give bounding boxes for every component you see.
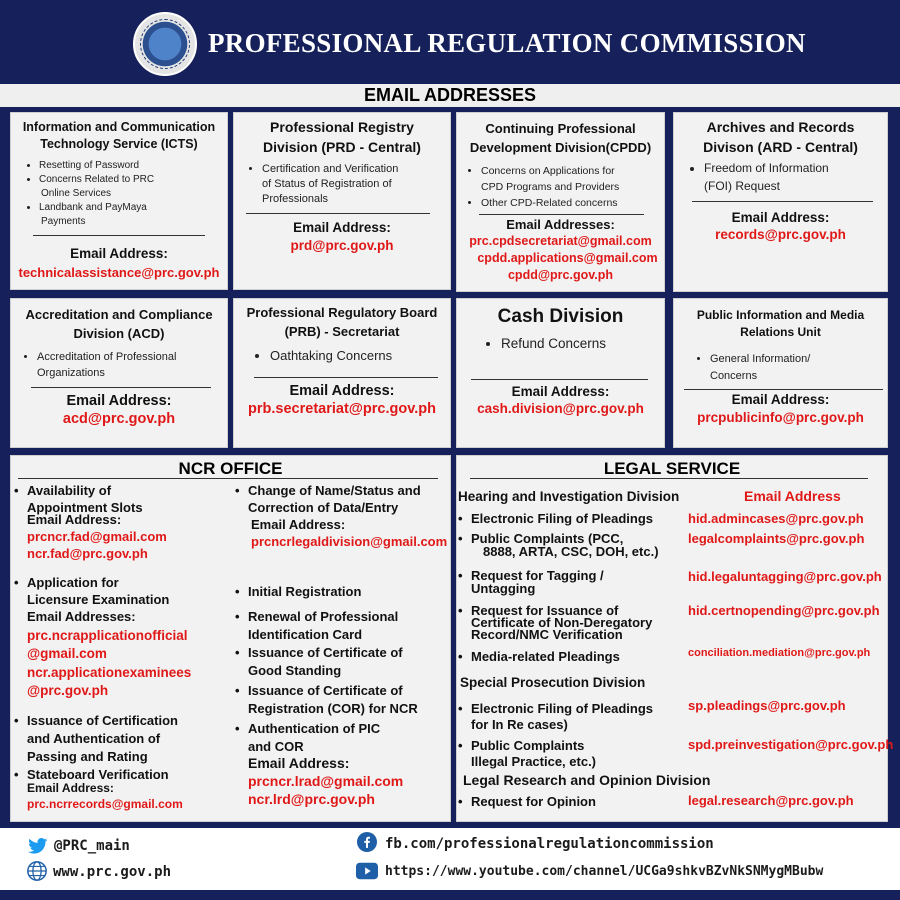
hid-item-cont: 8888, ARTA, CSC, DOH, etc.) xyxy=(483,544,659,559)
ncr-renewal-item-cont: Identification Card xyxy=(248,627,363,642)
email-link[interactable]: legal.research@prc.gov.ph xyxy=(688,793,854,808)
acd-title: Accreditation and Compliance Division (ACD) xyxy=(25,307,213,341)
ncr-stateboard-item: • Stateboard Verification xyxy=(14,767,169,782)
prd-title: Professional Registry Division (PRD - Central) xyxy=(263,119,421,155)
email-link[interactable]: ncr.fad@prc.gov.ph xyxy=(27,546,148,561)
pimru-email[interactable]: prcpublicinfo@prc.gov.ph xyxy=(697,410,864,425)
divider xyxy=(246,213,430,214)
list-item: • Other CPD-Related concerns xyxy=(481,195,664,211)
icts-card xyxy=(10,112,228,290)
email-link[interactable]: hid.admincases@prc.gov.ph xyxy=(688,511,864,526)
hid-item: • Public Complaints (PCC, xyxy=(458,531,624,546)
divider xyxy=(479,214,644,215)
hid-item: • Media-related Pleadings xyxy=(458,649,620,664)
email-link[interactable]: prc.ncrrecords@gmail.com xyxy=(27,797,183,811)
ard-email[interactable]: records@prc.gov.ph xyxy=(715,227,846,242)
acd-card xyxy=(10,298,228,448)
divider xyxy=(470,478,868,479)
ncr-initial-registration: • Initial Registration xyxy=(235,584,362,599)
ncr-appointment-item-cont: Appointment Slots xyxy=(27,500,143,515)
email-label: Email Address: xyxy=(289,383,395,399)
legal-service-title: LEGAL SERVICE xyxy=(603,459,741,478)
hid-item-cont: Untagging xyxy=(471,581,536,596)
email-label: Email Addresses: xyxy=(506,217,615,232)
divider xyxy=(31,387,211,388)
email-label: Email Address: xyxy=(511,384,610,399)
divider xyxy=(684,389,883,390)
ncr-cor-item: • Issuance of Certificate of xyxy=(235,683,403,698)
page-title: PROFESSIONAL REGULATION COMMISSION xyxy=(208,28,806,58)
email-label: Email Address: xyxy=(70,246,168,261)
email-link[interactable]: ncr.applicationexaminees xyxy=(27,665,192,680)
email-link[interactable]: cpdd@prc.gov.ph xyxy=(507,268,613,282)
email-label: Email Address: xyxy=(66,393,172,409)
spd-title: Special Prosecution Division xyxy=(460,675,646,690)
list-item: • Accreditation of Professional Organizations xyxy=(37,349,227,381)
hid-item: • Request for Tagging / xyxy=(458,568,604,583)
prb-title: Professional Regulatory Board (PRB) - Secretariat xyxy=(246,305,438,339)
email-link-cont[interactable]: @prc.gov.ph xyxy=(27,683,109,698)
prd-email[interactable]: prd@prc.gov.ph xyxy=(290,238,394,253)
cpdd-title: Continuing Professional Development Division(CPDD) xyxy=(469,121,652,155)
email-link[interactable]: prc.ncrapplicationofficial xyxy=(27,628,188,643)
icts-title: Information and Communication Technology Service (ICTS) xyxy=(22,120,216,151)
header xyxy=(0,0,900,88)
email-link[interactable]: prcncr.lrad@gmail.com xyxy=(248,773,404,789)
youtube-icon xyxy=(356,861,378,881)
spd-item: • Public Complaints xyxy=(458,738,585,753)
pimru-list xyxy=(710,351,887,385)
ard-title: Archives and Records Divison (ARD - Central) xyxy=(703,119,858,155)
email-link[interactable]: conciliation.mediation@prc.gov.ph xyxy=(688,647,871,659)
list-item: • General Information/ Concerns xyxy=(710,351,887,385)
email-label: Email Address: xyxy=(27,512,122,527)
twitter-icon xyxy=(28,838,48,854)
cpdd-emails xyxy=(457,233,664,284)
youtube-link[interactable]: https://www.youtube.com/channel/UCGa9shkvBZvNkSNMygMBubw xyxy=(385,864,824,879)
icts-email[interactable]: technicalassistance@prc.gov.ph xyxy=(18,265,220,280)
divider xyxy=(33,235,205,236)
spd-item-cont: for In Re cases) xyxy=(471,717,568,732)
acd-list xyxy=(37,349,227,381)
cash-card xyxy=(456,298,665,448)
email-link-cont[interactable]: @gmail.com xyxy=(27,646,107,661)
facebook-icon xyxy=(357,832,377,852)
list-item: • Concerns Related to PRC Online Services xyxy=(39,173,227,201)
hid-item-cont: Record/NMC Verification xyxy=(471,627,623,642)
ncr-renewal-item: • Renewal of Professional xyxy=(235,609,399,624)
email-link[interactable]: spd.preinvestigation@prc.gov.ph xyxy=(688,737,894,752)
ncr-office-title: NCR OFFICE xyxy=(178,459,283,478)
acd-email[interactable]: acd@prc.gov.ph xyxy=(62,411,176,427)
email-label: Email Address: xyxy=(27,781,114,795)
ncr-certification-item-cont: Passing and Rating xyxy=(27,749,148,764)
divider xyxy=(18,478,438,479)
hid-title: Hearing and Investigation Division xyxy=(458,489,680,504)
cash-title: Cash Division xyxy=(497,306,624,327)
ncr-certification-item-cont: and Authentication of xyxy=(27,731,161,746)
cpdd-card xyxy=(456,112,665,292)
lrod-item: • Request for Opinion xyxy=(458,794,596,809)
email-link[interactable]: prcncrlegaldivision@gmail.com xyxy=(251,534,448,549)
email-link[interactable]: legalcomplaints@prc.gov.ph xyxy=(688,531,865,546)
cash-email[interactable]: cash.division@prc.gov.ph xyxy=(477,401,644,416)
email-label: Email Address: xyxy=(293,220,391,235)
list-item: • Freedom of Information (FOI) Request xyxy=(704,159,887,195)
ncr-change-name-item-cont: Correction of Data/Entry xyxy=(248,500,399,515)
cash-list xyxy=(501,335,664,353)
email-label: Email Address: xyxy=(731,392,830,407)
email-label: Email Addresses: xyxy=(27,609,136,624)
divider xyxy=(254,377,438,378)
prb-list xyxy=(270,347,450,365)
list-item: • Oathtaking Concerns xyxy=(270,347,450,365)
ard-list xyxy=(704,159,887,195)
ncr-application-item: • Application for xyxy=(14,575,119,590)
email-address-header: Email Address xyxy=(744,488,841,504)
icts-list xyxy=(39,159,227,229)
twitter-handle[interactable]: @PRC_main xyxy=(54,838,130,854)
facebook-link[interactable]: fb.com/professionalregulationcommission xyxy=(385,836,714,852)
globe-icon xyxy=(26,860,48,882)
prd-list xyxy=(262,162,450,207)
prb-card xyxy=(233,298,451,448)
ncr-pic-item: • Authentication of PIC xyxy=(235,721,381,736)
list-item: • Certification and Verification of Status of Registration of Professionals xyxy=(262,162,450,207)
email-link[interactable]: cpdd.applications@gmail.com xyxy=(477,251,658,265)
ncr-application-item-cont: Licensure Examination xyxy=(27,592,170,607)
website-link[interactable]: www.prc.gov.ph xyxy=(53,864,172,880)
email-label: Email Address: xyxy=(251,517,346,532)
email-label: Email Address: xyxy=(731,210,830,225)
hid-item: • Request for Issuance of xyxy=(458,603,619,618)
ncr-change-name-item: • Change of Name/Status and xyxy=(235,483,421,498)
email-link[interactable]: ncr.lrd@prc.gov.ph xyxy=(248,791,375,807)
pimru-title: Public Information and Media Relations Unit xyxy=(696,308,865,339)
hid-item: • Electronic Filing of Pleadings xyxy=(458,511,654,526)
email-link[interactable]: hid.certnopending@prc.gov.ph xyxy=(688,603,880,618)
email-link[interactable]: sp.pleadings@prc.gov.ph xyxy=(688,698,846,713)
section-title-email-addresses: EMAIL ADDRESSES xyxy=(0,84,900,107)
email-link[interactable]: hid.legaluntagging@prc.gov.ph xyxy=(688,569,882,584)
email-label: Email Address: xyxy=(248,755,350,771)
lrod-title: Legal Research and Opinion Division xyxy=(463,772,711,788)
list-item: • Concerns on Applications for CPD Programs and Providers xyxy=(481,163,664,195)
spd-item: • Electronic Filing of Pleadings xyxy=(458,701,654,716)
email-link[interactable]: prc.cpdsecretariat@gmail.com xyxy=(469,234,652,248)
divider xyxy=(692,201,873,202)
ncr-good-standing-item: • Issuance of Certificate of xyxy=(235,645,403,660)
seal-ring xyxy=(140,19,190,69)
email-link[interactable]: prcncr.fad@gmail.com xyxy=(27,529,167,544)
pimru-card xyxy=(673,298,888,448)
spd-item-cont: Illegal Practice, etc.) xyxy=(471,754,597,769)
ard-card xyxy=(673,112,888,292)
ncr-good-standing-item-cont: Good Standing xyxy=(248,663,342,678)
ncr-cor-item-cont: Registration (COR) for NCR xyxy=(248,701,418,716)
cpdd-list xyxy=(481,163,664,211)
hid-item-cont: Certificate of Non-Deregatory xyxy=(471,615,653,630)
ncr-certification-item: • Issuance of Certification xyxy=(14,713,178,728)
prb-email[interactable]: prb.secretariat@prc.gov.ph xyxy=(248,401,436,417)
list-item: • Resetting of Password xyxy=(39,159,227,173)
list-item: • Landbank and PayMaya Payments xyxy=(39,201,227,229)
ncr-pic-item-cont: and COR xyxy=(248,739,304,754)
ncr-appointment-item: • Availability of xyxy=(14,483,112,498)
list-item: • Refund Concerns xyxy=(501,335,664,353)
divider xyxy=(471,379,648,380)
prd-card xyxy=(233,112,451,290)
